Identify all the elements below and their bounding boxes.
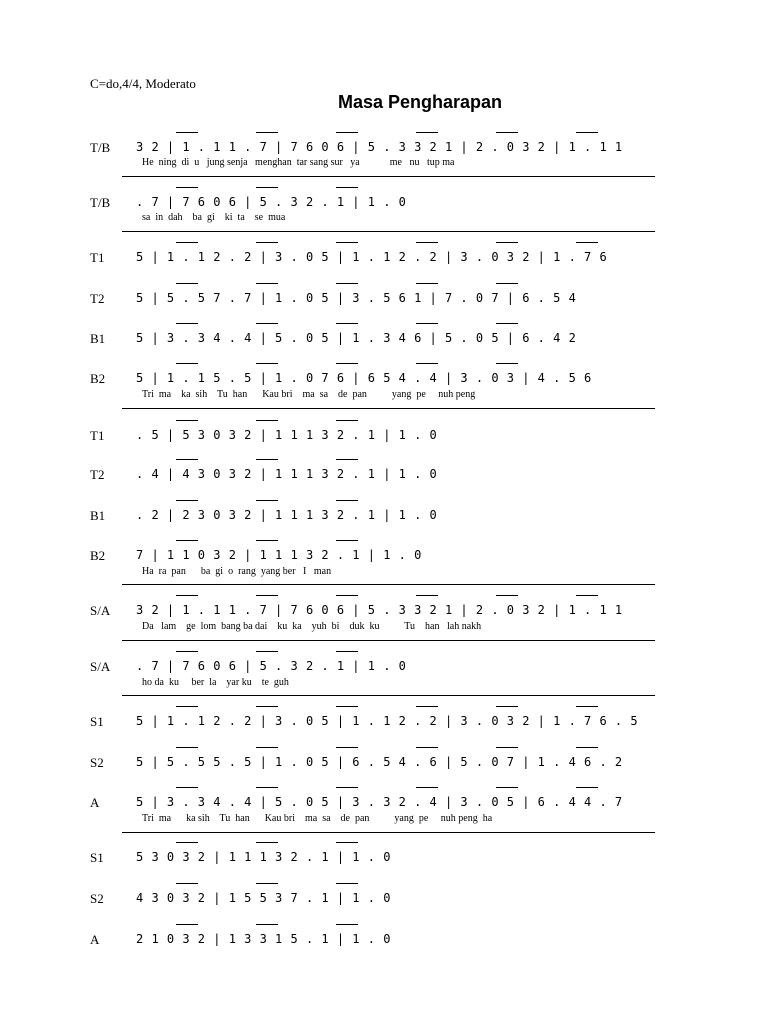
voice-label: A bbox=[90, 795, 100, 810]
beam-overline bbox=[496, 747, 518, 748]
beam-overline bbox=[256, 842, 278, 843]
lyrics-line: Ha ra pan ba gi o rang yang ber I man bbox=[142, 566, 332, 577]
beam-overline bbox=[336, 883, 358, 884]
beam-overline bbox=[256, 787, 278, 788]
beam-overline bbox=[496, 363, 518, 364]
voice-label: S2 bbox=[90, 891, 104, 906]
beam-overline bbox=[176, 787, 198, 788]
beam-overline bbox=[336, 323, 358, 324]
voice-label: B2 bbox=[90, 371, 106, 386]
beam-overline bbox=[416, 787, 438, 788]
voice-label: S2 bbox=[90, 755, 104, 770]
beam-overline bbox=[256, 747, 278, 748]
beam-overline bbox=[336, 595, 358, 596]
system-divider bbox=[122, 231, 655, 232]
beam-overline bbox=[416, 323, 438, 324]
lyrics-line: ho da ku ber la yar ku te guh bbox=[142, 677, 289, 688]
notation-line: 3 2 | 1 . 1 1 . 7 | 7 6 0 6 | 5 . 3 3 2 1 | 2 . 0 3 2 | 1 . 1 1 bbox=[136, 603, 623, 617]
notation-line: 5 | 3 . 3 4 . 4 | 5 . 0 5 | 1 . 3 4 6 | 5 . 0 5 | 6 . 4 2 bbox=[136, 331, 577, 345]
voice-label: S1 bbox=[90, 850, 104, 865]
notation-line: . 5 | 5 3 0 3 2 | 1 1 1 3 2 . 1 | 1 . 0 bbox=[136, 428, 438, 442]
tempo-marking: C=do,4/4, Moderato bbox=[90, 76, 196, 91]
beam-overline bbox=[256, 595, 278, 596]
beam-overline bbox=[256, 706, 278, 707]
notation-line: 2 1 0 3 2 | 1 3 3 1 5 . 1 | 1 . 0 bbox=[136, 932, 391, 946]
beam-overline bbox=[176, 363, 198, 364]
beam-overline bbox=[336, 283, 358, 284]
beam-overline bbox=[336, 706, 358, 707]
notation-line: 5 3 0 3 2 | 1 1 1 3 2 . 1 | 1 . 0 bbox=[136, 850, 391, 864]
beam-overline bbox=[176, 283, 198, 284]
beam-overline bbox=[336, 459, 358, 460]
beam-overline bbox=[256, 500, 278, 501]
beam-overline bbox=[496, 242, 518, 243]
beam-overline bbox=[496, 323, 518, 324]
voice-label: S/A bbox=[90, 659, 111, 674]
system-divider bbox=[122, 584, 655, 585]
beam-overline bbox=[256, 242, 278, 243]
beam-overline bbox=[336, 242, 358, 243]
notation-line: . 7 | 7 6 0 6 | 5 . 3 2 . 1 | 1 . 0 bbox=[136, 659, 407, 673]
beam-overline bbox=[176, 924, 198, 925]
beam-overline bbox=[336, 363, 358, 364]
beam-overline bbox=[176, 323, 198, 324]
beam-overline bbox=[496, 787, 518, 788]
beam-overline bbox=[176, 187, 198, 188]
lyrics-line: Da lam ge lom bang ba dai ku ka yuh bi duk ku Tu han lah nakh bbox=[142, 621, 482, 632]
beam-overline bbox=[336, 500, 358, 501]
beam-overline bbox=[176, 706, 198, 707]
beam-overline bbox=[416, 242, 438, 243]
song-title: Masa Pengharapan bbox=[338, 92, 503, 112]
beam-overline bbox=[336, 651, 358, 652]
beam-overline bbox=[416, 132, 438, 133]
notation-line: 5 | 3 . 3 4 . 4 | 5 . 0 5 | 3 . 3 2 . 4 | 3 . 0 5 | 6 . 4 4 . 7 bbox=[136, 795, 623, 809]
beam-overline bbox=[576, 242, 598, 243]
beam-overline bbox=[256, 187, 278, 188]
voice-label: T2 bbox=[90, 467, 105, 482]
voice-label: S1 bbox=[90, 714, 104, 729]
system-divider bbox=[122, 695, 655, 696]
beam-overline bbox=[336, 842, 358, 843]
beam-overline bbox=[256, 363, 278, 364]
beam-overline bbox=[576, 132, 598, 133]
notation-line: 7 | 1 1 0 3 2 | 1 1 1 3 2 . 1 | 1 . 0 bbox=[136, 548, 422, 562]
beam-overline bbox=[336, 540, 358, 541]
beam-overline bbox=[576, 595, 598, 596]
beam-overline bbox=[176, 883, 198, 884]
beam-overline bbox=[256, 283, 278, 284]
lyrics-line: sa in dah ba gi ki ta se mua bbox=[142, 212, 286, 223]
system-divider bbox=[122, 640, 655, 641]
voice-label: T1 bbox=[90, 428, 105, 443]
beam-overline bbox=[256, 924, 278, 925]
voice-label: T1 bbox=[90, 250, 105, 265]
beam-overline bbox=[496, 283, 518, 284]
notation-line: . 7 | 7 6 0 6 | 5 . 3 2 . 1 | 1 . 0 bbox=[136, 195, 407, 209]
voice-label: T/B bbox=[90, 195, 111, 210]
beam-overline bbox=[416, 363, 438, 364]
beam-overline bbox=[176, 242, 198, 243]
beam-overline bbox=[176, 540, 198, 541]
beam-overline bbox=[256, 540, 278, 541]
beam-overline bbox=[336, 787, 358, 788]
beam-overline bbox=[256, 132, 278, 133]
notation-line: 3 2 | 1 . 1 1 . 7 | 7 6 0 6 | 5 . 3 3 2 1 | 2 . 0 3 2 | 1 . 1 1 bbox=[136, 140, 623, 154]
beam-overline bbox=[256, 459, 278, 460]
lyrics-line: He ning di u jung senja menghan tar sang sur ya me nu tup ma bbox=[142, 157, 455, 168]
system-divider bbox=[122, 176, 655, 177]
beam-overline bbox=[336, 924, 358, 925]
beam-overline bbox=[576, 747, 598, 748]
voice-label: S/A bbox=[90, 603, 111, 618]
beam-overline bbox=[176, 500, 198, 501]
voice-label: T2 bbox=[90, 291, 105, 306]
beam-overline bbox=[256, 420, 278, 421]
beam-overline bbox=[176, 595, 198, 596]
beam-overline bbox=[176, 132, 198, 133]
notation-line: 4 3 0 3 2 | 1 5 5 3 7 . 1 | 1 . 0 bbox=[136, 891, 391, 905]
beam-overline bbox=[416, 595, 438, 596]
voice-label: B1 bbox=[90, 331, 106, 346]
beam-overline bbox=[416, 283, 438, 284]
voice-label: B1 bbox=[90, 508, 106, 523]
notation-line: 5 | 5 . 5 7 . 7 | 1 . 0 5 | 3 . 5 6 1 | 7 . 0 7 | 6 . 5 4 bbox=[136, 291, 577, 305]
notation-line: 5 | 5 . 5 5 . 5 | 1 . 0 5 | 6 . 5 4 . 6 | 5 . 0 7 | 1 . 4 6 . 2 bbox=[136, 755, 623, 769]
system-divider bbox=[122, 832, 655, 833]
beam-overline bbox=[416, 706, 438, 707]
beam-overline bbox=[256, 651, 278, 652]
voice-label: A bbox=[90, 932, 100, 947]
beam-overline bbox=[496, 132, 518, 133]
beam-overline bbox=[176, 651, 198, 652]
system-divider bbox=[122, 408, 655, 409]
beam-overline bbox=[176, 842, 198, 843]
beam-overline bbox=[336, 187, 358, 188]
beam-overline bbox=[576, 787, 598, 788]
beam-overline bbox=[336, 132, 358, 133]
beam-overline bbox=[416, 747, 438, 748]
beam-overline bbox=[496, 706, 518, 707]
beam-overline bbox=[496, 595, 518, 596]
beam-overline bbox=[336, 747, 358, 748]
voice-label: B2 bbox=[90, 548, 106, 563]
lyrics-line: Tri ma ka sih Tu han Kau bri ma sa de pan yang pe nuh peng bbox=[142, 389, 476, 400]
beam-overline bbox=[576, 706, 598, 707]
notation-line: 5 | 1 . 1 2 . 2 | 3 . 0 5 | 1 . 1 2 . 2 | 3 . 0 3 2 | 1 . 7 6 . 5 bbox=[136, 714, 639, 728]
voice-label: T/B bbox=[90, 140, 111, 155]
notation-line: 5 | 1 . 1 5 . 5 | 1 . 0 7 6 | 6 5 4 . 4 | 3 . 0 3 | 4 . 5 6 bbox=[136, 371, 592, 385]
beam-overline bbox=[176, 747, 198, 748]
lyrics-line: Tri ma ka sih Tu han Kau bri ma sa de pan yang pe nuh peng ha bbox=[142, 813, 493, 824]
beam-overline bbox=[176, 420, 198, 421]
beam-overline bbox=[176, 459, 198, 460]
beam-overline bbox=[336, 420, 358, 421]
beam-overline bbox=[256, 323, 278, 324]
notation-line: 5 | 1 . 1 2 . 2 | 3 . 0 5 | 1 . 1 2 . 2 | 3 . 0 3 2 | 1 . 7 6 bbox=[136, 250, 608, 264]
notation-line: . 2 | 2 3 0 3 2 | 1 1 1 3 2 . 1 | 1 . 0 bbox=[136, 508, 438, 522]
beam-overline bbox=[256, 883, 278, 884]
notation-line: . 4 | 4 3 0 3 2 | 1 1 1 3 2 . 1 | 1 . 0 bbox=[136, 467, 438, 481]
